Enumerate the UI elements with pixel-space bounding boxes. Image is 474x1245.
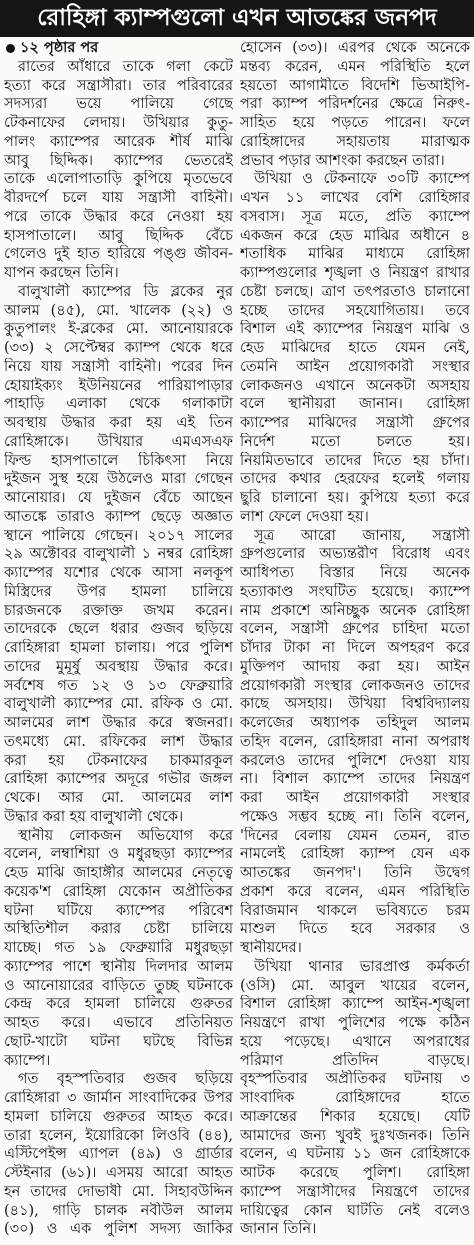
text-line: হেড মাঝি জাহাঙ্গীর আলমের নেতৃত্বে [4,865,233,881]
text-line: সাহিত হয়ে পড়তে পারেন। ফলে [240,115,470,131]
text-line: উখিয়া ও টেকনাফে ৩০টি ক্যাম্পে [254,171,470,188]
text-line: বিরাজমান থাকলে ভবিষ্যতে চরম [240,902,470,919]
text-line: পালং ক্যাম্পের আরেক শীর্ষ মাঝি [4,133,233,150]
text-line: আনোয়ার। যে দুইজন বেঁচে আছেন [4,490,233,506]
text-line: বলেন, লম্বাশিয়া ও মধুরছড়া ক্যাম্পের [4,846,233,863]
text-line: ছুরি চালানো হয়। কুপিয়ে হত্যা করে [240,490,470,506]
text-line: আহত করে। এভাবে প্রতিনিয়ত [4,1015,233,1031]
text-line: সাংবাদিক রোহিঙ্গাদের হাতে [240,1090,470,1106]
text-line: রোহিঙ্গাকে। উখিয়ার এমএসএফ [4,433,233,450]
continuation-marker [4,39,233,58]
text-line: হোয়াইক্যং ইউনিয়নের পারিয়াপাড়ার [4,377,233,394]
text-line: এখন ১১ লাখের বেশি রোহিঙ্গার [240,190,470,206]
text-line: কয়েক'শ রোহিঙ্গা যেকোন অপ্রীতিকর [4,883,233,900]
text-line: পরে তাকে উদ্ধার করে নেওয়া হয় [4,208,233,225]
text-line: একজন করে হেড মাঝির অধীনে ৪ [240,227,470,244]
text-line: উখিয়া থানার ভারপ্রাপ্ত কর্মকর্তা [254,958,470,975]
text-line: নিয়ন্ত্রণে রাখা পুলিশের পক্ষে কঠিন [240,1015,470,1031]
text-line: যাচ্ছে। গত ১৯ ফেব্রুয়ারি মধুরছড়া [4,940,233,956]
text-line: করা হয় টেকনাফের চাকমারকূল [4,752,233,769]
text-line: ফিল্ড হাসপাতালে চিকিৎসা নিয়ে [4,452,233,469]
text-line: বীরদর্পে চলে যায় সন্ত্রাসী বাহিনী। [4,190,233,206]
text-line: মুক্তিপণ আদায় করা হয়। আইন [240,658,470,675]
text-line: প্রভাব পড়ার আশংকা করছেন তারা। [240,152,445,169]
text-line: (৩০) ও এক পুলিশ সদস্য জাকির [4,1221,233,1238]
text-line: ক্যাম্পগুলোর শৃঙ্খলা ও নিয়ন্ত্রণ রাখার [240,265,470,281]
text-line: গেলেও দুই হাত হারিয়ে পঙ্গু জীবন- [4,246,233,263]
text-line: বিশাল রোহিঙ্গা ক্যাম্পে আইন-শৃঙ্খলা [240,996,470,1013]
text-line: পক্ষেও সম্ভব হচ্ছে না। তিনি বলেন, [240,808,470,825]
article-paragraph [4,827,233,1071]
text-line: হোসেন (৩৩)। এরপর থেকে অনেকে [240,40,470,56]
text-line: তাদের মুমূর্ষু অবস্থায় উদ্ধার করে। [4,658,233,675]
text-line: হয়ে পড়েছে। এখানে অপরাধের [240,1033,470,1050]
text-line: দুইজন সুস্থ হয়ে উঠলেও মারা গেছেন [4,471,233,488]
text-line: পরিমাণ প্রতিদিন বাড়ছে। [240,1052,470,1069]
article-column-left [4,39,233,1243]
text-line: তেমনি আইন প্রয়োগকারী সংস্থার [240,358,470,375]
text-line: ক্যাম্পের মাঝিদের সন্ত্রাসী গ্রুপের [240,415,470,431]
article-column-right [240,39,470,1243]
article-paragraph [4,283,233,827]
text-line: বসবাস। সূত্র মতে, প্রতি ক্যাম্পে [240,208,470,225]
text-line: কুতুপালং ই-ব্লকের মো. আনোয়ারকে [4,321,233,338]
text-line: স্থানীয় লোকজন অভিযোগ করে [18,827,233,844]
text-line: অস্থিতিশীল করার চেষ্টা চালিয়ে [4,921,233,938]
text-line: না। বিশাল ক্যাম্পে তাদের নিয়ন্ত্রণ [240,771,470,788]
text-line: আবু ছিদ্দিক। ক্যাম্পের ভেতরেই [4,152,233,169]
text-line: টেকনাফের লেদায়। উখিয়ার কুতু- [4,115,233,131]
text-line: কেন্দ্র করে হামলা চালিয়ে গুরুতর [4,996,233,1013]
text-line: বালুখালী ক্যাম্পের মো. রফিক ও মো. [4,696,233,713]
text-line: রোহিঙ্গারা ৩ জার্মান সাংবাদিকের উপর [4,1090,233,1106]
text-line: তৎমধ্যে মো. রফিকের লাশ উদ্ধার [4,733,233,750]
text-line: রোহিঙ্গারা হামলা চালায়। পরে পুলিশ [4,640,233,656]
text-line: ঘটনা ঘটিয়ে ক্যাম্পের পরিবেশ [4,902,233,919]
text-line: নামলেই রোহিঙ্গা ক্যাম্প যেন এক [240,846,470,863]
text-line: রোহিঙ্গাদের সহায়তায় মারাত্মক [240,133,470,150]
text-line: তারা হলেন, ইয়োরিকো লিওবি (৪৪), [4,1127,233,1144]
text-line: (ওসি) মো. আবুল খায়ের বলেন, [240,977,470,994]
text-line: লাশ ফেলে দেওয়া হয়। [240,508,369,525]
text-line: বলেন, সন্ত্রাসী গ্রুপের চাহিদা মতো [240,621,470,638]
text-line: রাতের আঁধারে তাকে গলা কেটে [18,58,233,75]
text-line: করা আইন প্রয়োগকারী সংস্থার [240,790,470,806]
text-line: বালুখালী ক্যাম্পের ডি ব্লকের নুর [18,283,233,300]
text-line: করলেও তাদের পুলিশে দেওয়া যায় [240,752,470,769]
text-line: আলমের লাশ উদ্ধার করে স্বজনরা। [4,715,233,731]
text-line: ক্যাম্পে সন্ত্রাসীদের নিয়ন্ত্রণে তাদের [240,1183,470,1200]
text-line: মাশুল দিতে হবে সরকার ও [240,921,470,938]
text-line: এস্টিপেইন্স এ্যাপল (৪৯) ও গ্রার্ডার [4,1146,233,1163]
text-line: প্রকাশ করে বলেন, এমন পরিস্থিতি [240,883,470,900]
text-line: ক্যাম্পের পাশে স্থানীয় দিলদার আলম [4,958,233,975]
text-line: 'দিনের বেলায় যেমন তেমন, রাত [240,827,470,844]
text-line: হত্যা করে সন্ত্রাসীরা। তার পরিবারের [4,77,233,94]
text-line: হত্যাকাণ্ড সংঘটিত হয়েছে। ক্যাম্পে [240,583,470,600]
article-paragraph [4,1070,233,1239]
text-line: নাম প্রকাশে অনিচ্ছুক অনেক রোহিঙ্গা [240,602,470,619]
text-line: ছোট-খাটো ঘটনা ঘটছে বিভিন্ন [4,1033,233,1050]
text-line: আক্রান্তের শিকার হয়েছে। যেটি [240,1108,470,1125]
article-paragraph [4,58,233,283]
text-line: স্থানীয়দের। [240,940,302,956]
headline: রোহিঙ্গা ক্যাম্পগুলো এখন আতঙ্কের জনপদ [0,0,474,37]
text-line: দায়িত্বের কোন ঘাটতি নেই বলেও [240,1202,470,1219]
text-line: মন্তব্য করেন, এমন পরিস্থিতি হলে [240,58,470,75]
text-line: আটক করেছে পুলিশ। রোহিঙ্গা [240,1165,470,1181]
text-line: চারজনকে রক্তাক্ত জখম করেন। [4,602,233,619]
text-line: বলেন, এ ঘটনায় ১১ জন রোহিঙ্গাকে [240,1146,470,1163]
text-line: আতঙ্কের জনপদ'। তিনি উদ্বেগ [240,865,470,881]
text-line: তহিদ বলেন, রোহিঙ্গারা নানা অপরাধ [240,733,470,750]
article-paragraph [240,170,470,526]
text-line: সূত্র আরো জানায়, সন্ত্রাসী [254,527,470,544]
text-line: যাপন করছেন তিনি। [4,265,119,281]
text-line: নিয়ে যায় সন্ত্রাসী বাহিনী। পরের দিন [4,358,233,375]
text-line: হয়তো আগামীতে বিদেশি ভিআইপি- [240,77,470,94]
text-line: (৪১), গাড়ি চালক নবীউল আলম [4,1202,233,1219]
text-line: লোকজনও এখানে অনেকটা অসহায় [240,377,470,394]
text-line: হাসপাতালে। আবু ছিদ্দিক বেঁচে [4,227,233,244]
text-line: নির্দেশ মতো চলতে হয়। [240,433,470,450]
text-line: আধিপত্য বিস্তার নিয়ে অনেক [240,565,470,581]
text-line: প্রয়োগকারী সংস্থার লোকজনও তাদের [240,677,470,694]
text-line: তাদেরকে ছেলে ধরার গুজব ছড়িয়ে [4,621,233,638]
text-line: ও আনোয়ারের বাড়িতে তুচ্ছ ঘটনাকে [4,977,233,994]
text-line: জানান তিনি। [240,1221,317,1238]
text-line: উদ্ধার করা হয় বালুখালী থেকে। [4,808,184,825]
text-line: (৩৩) ২ সেপ্টেম্বর ক্যাম্প থেকে ধরে [4,340,233,356]
text-line: গ্রুপগুলোর অভ্যন্তরীণ বিরোধ এবং [240,546,470,563]
text-line: তাকে এলোপাতাড়ি কুপিয়ে মৃতভেবে [4,171,233,188]
text-line: হচ্ছে তাদের সহযোগিতায়। তবে [240,302,470,319]
text-line: শতাধিক মাঝির মাধ্যমে রোহিঙ্গা [240,246,470,263]
bullet-icon [6,44,15,53]
text-line: নিয়মিতভাবে তাদের দিতে হয় চাঁদা। [240,452,470,469]
text-line: বিশাল এই ক্যাম্পের নিয়ন্ত্রণ মাঝি ও [240,321,470,338]
text-line: চেষ্টা চলছে। ত্রাণ তৎপরতাও চালানো [240,283,470,300]
text-line: আলম (৪৫), মো. খালেক (২২) ও [4,302,233,319]
text-line: থেকে। আর মো. আলমের লাশ [4,790,233,806]
text-line: স্টেইনার (৬১)। এসময় আরো আহত [4,1165,233,1181]
text-line: ক্যাম্পে। [4,1052,51,1069]
text-line: রোহিঙ্গা ক্যাম্পের অদূরে গভীর জঙ্গল [4,771,233,788]
text-line: চাঁদার টাকা না দিলে অপহরণ করে [240,640,470,656]
text-line: কাছে অসহায়। উখিয়া বিশ্ববিদ্যালয় [240,696,470,713]
text-line: কলেজের অধ্যাপক তহিদুল আলম [240,715,470,731]
text-line: বৃহস্পতিবার অপ্রীতিকর ঘটনায় ৩ [240,1071,470,1088]
text-line: হেড মাঝিদের হাতে যেমন নেই, [240,340,470,356]
text-line: আতঙ্কে তারাও ক্যাম্প ছেড়ে অজ্ঞাত [4,508,233,525]
article-paragraph [240,958,470,1239]
text-line: সর্বশেষ গত ১২ ও ১৩ ফেব্রুয়ারি [4,677,233,694]
text-line: সদস্যরা ভয়ে পালিয়ে গেছে [4,96,233,113]
text-line: হামলা চালিয়ে গুরুতর আহত করে। [4,1108,233,1125]
text-line: বলে স্থানীয়রা জানান। রোহিঙ্গা [240,396,470,413]
continuation-label: ১২ পৃষ্ঠার পর [20,39,99,56]
text-line: ক্যাম্পের যশোর থেকে আসা নলকূপ [4,565,233,581]
text-line: পাহাড়ি এলাকা থেকে গলাকাটা [4,396,233,413]
text-line: আমাদের জন্য খুবই দুঃখজনক। তিনি [240,1127,470,1144]
text-line: পরা ক্যাম্প পরিদর্শনের ক্ষেত্রে নিরুৎ- [240,96,470,113]
text-line: স্থানে পালিয়ে গেছেন। ২০১৭ সালের [4,527,233,544]
article-paragraph [240,39,470,170]
text-line: তাদের কথার হেরফের হলেই গলায় [240,471,470,488]
text-line: মিস্ত্রিদের উপর হামলা চালিয়ে [4,583,233,600]
text-line: ২৯ অক্টোবর বালুখালী ১ নম্বর রোহিঙ্গা [4,546,233,563]
text-line: অবস্থায় উদ্ধার করা হয় এই তিন [4,415,233,431]
article-paragraph [240,527,470,958]
text-line: হন তাদের দোভাষী মো. সিহাবউদ্দিন [4,1183,233,1200]
text-line: গত বৃহস্পতিবার গুজব ছড়িয়ে [18,1071,233,1088]
